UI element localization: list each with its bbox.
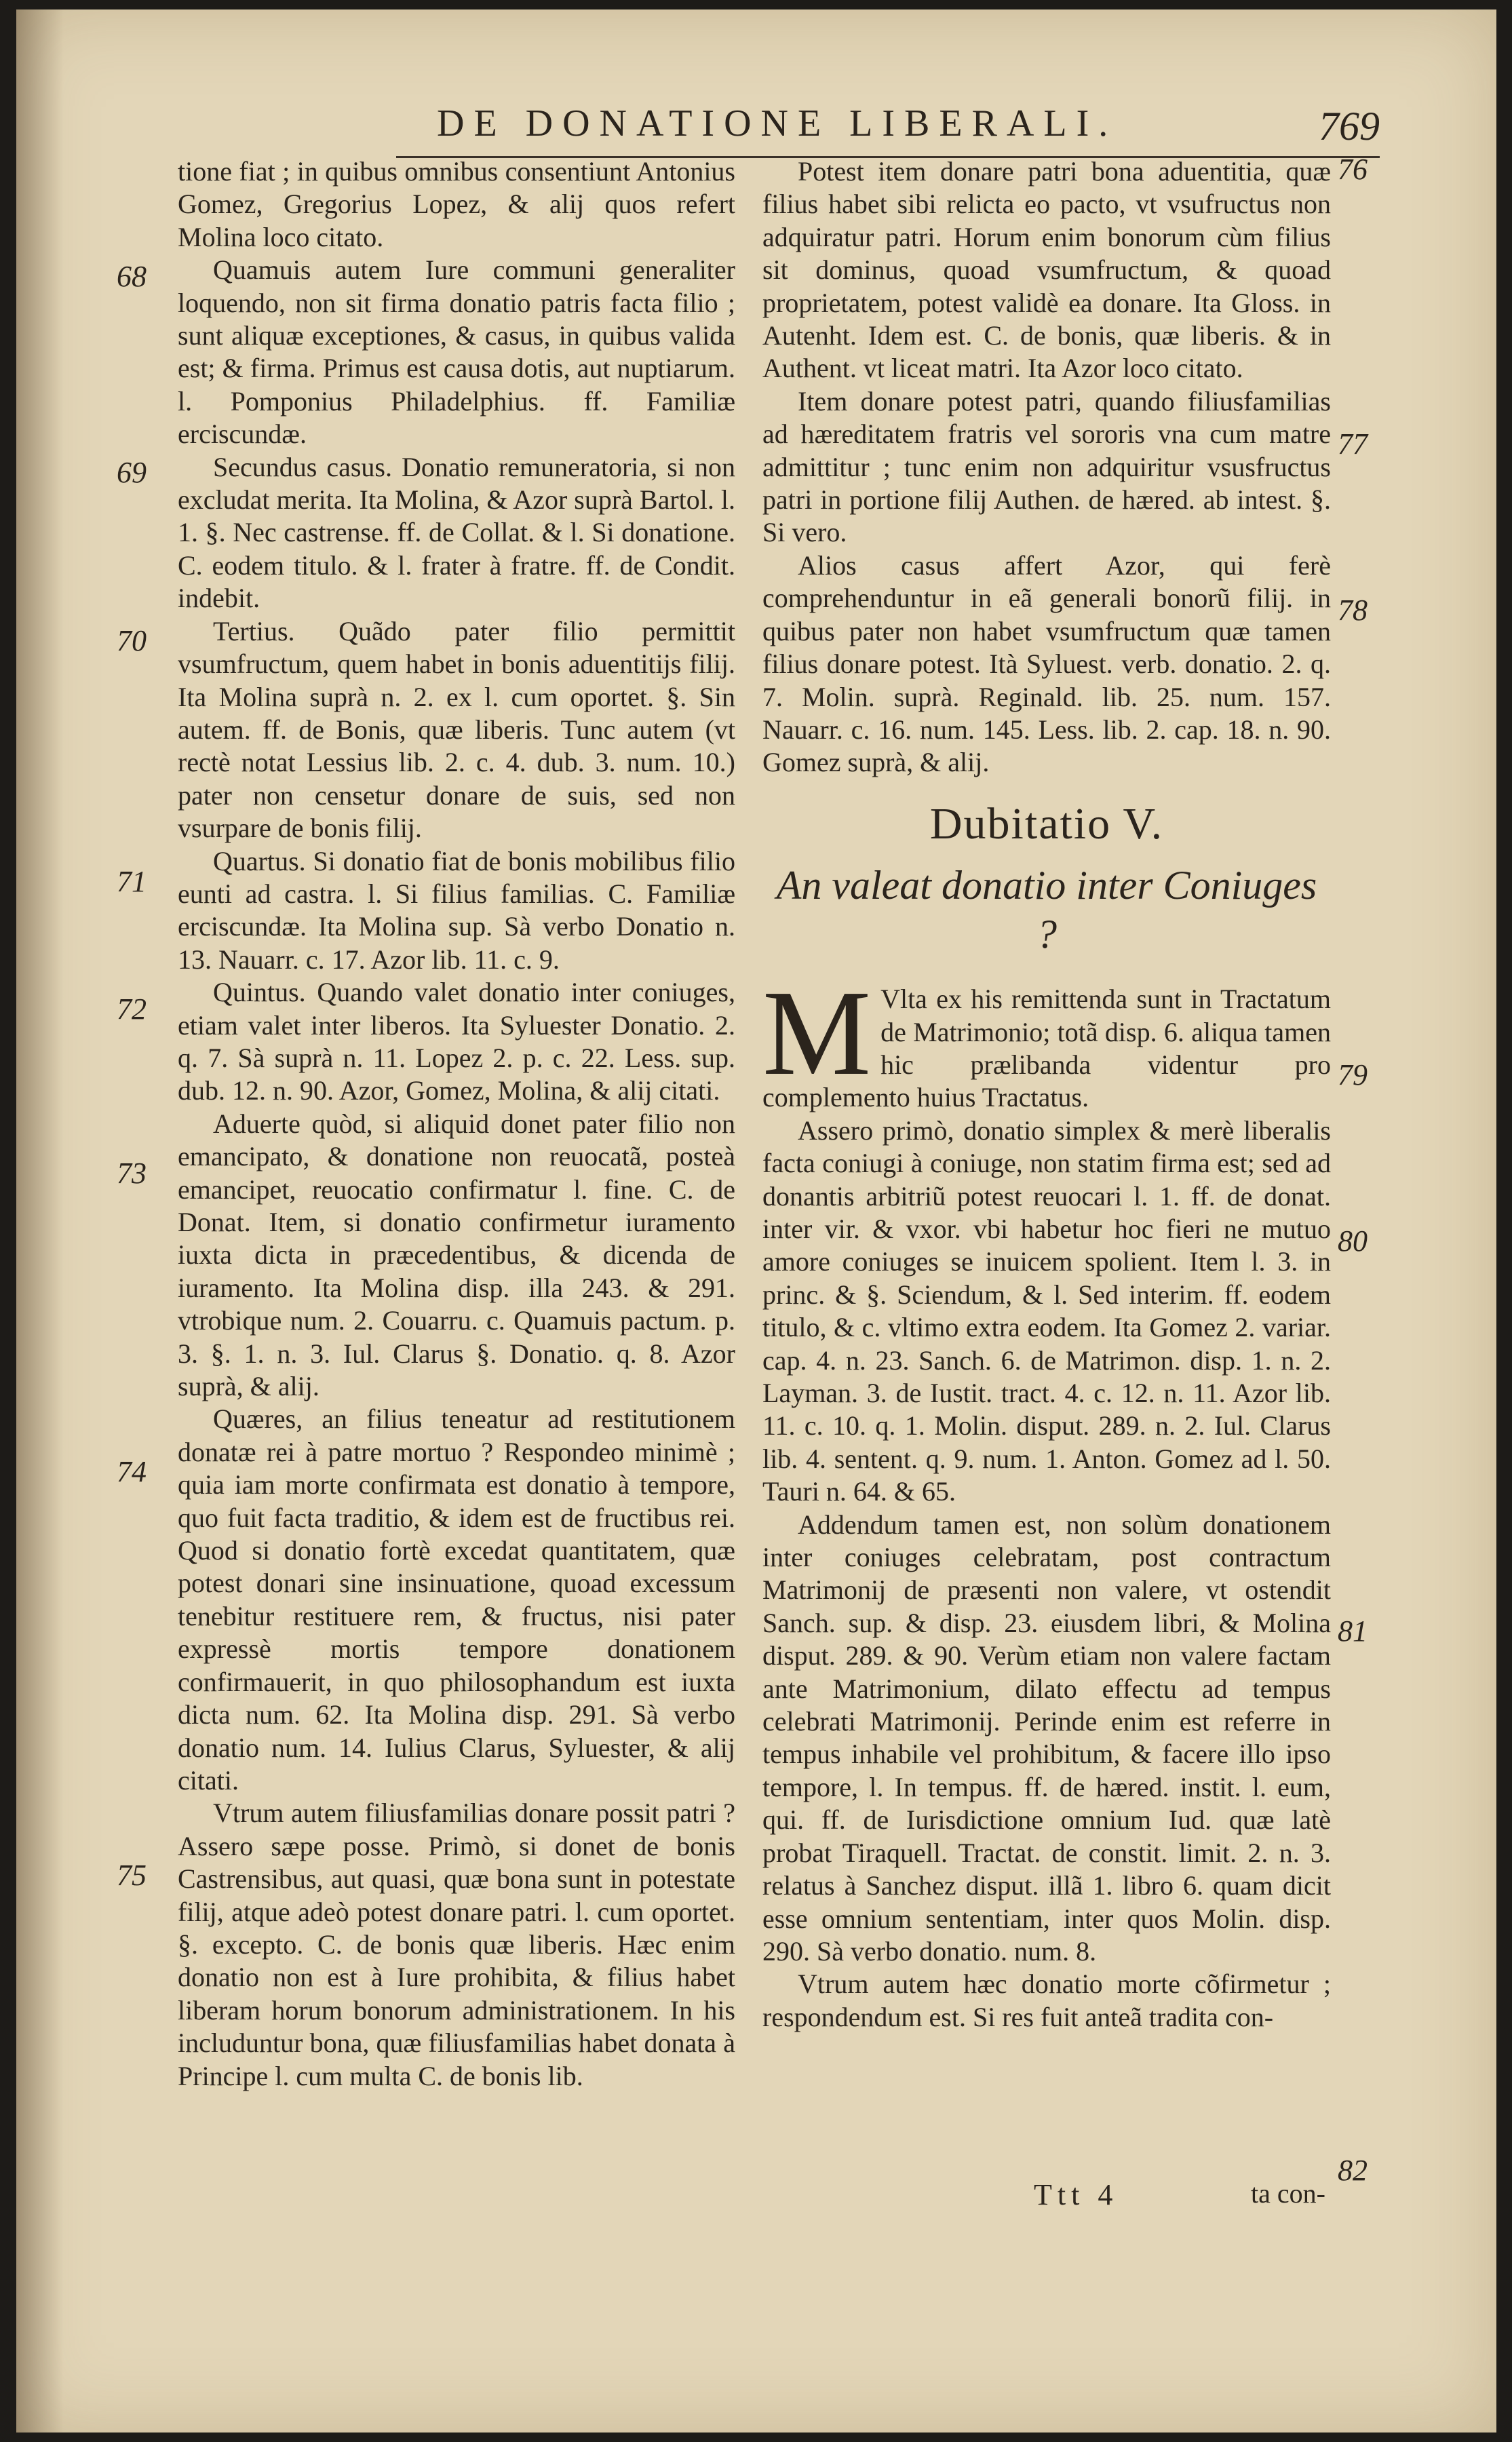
page-header [396, 102, 1380, 156]
paragraph: Quartus. Si donatio fiat de bonis mobilibus filio eunti ad castra. l. Si filius familias. C. Familiæ erciscundæ. Ita Molina sup. Sà verbo Donatio n. 13. Nauarr. c. 17. Azor lib. 11. c. 9. [178, 845, 735, 975]
margin-number: 69 [117, 456, 147, 489]
margin-number: 76 [1338, 153, 1368, 186]
dropcap-paragraph-text: Vlta ex his remittenda sunt in Tractatum de Matrimonio; totã disp. 6. aliqua tamen hic prælibanda videntur pro complemento huius Tractatus. [762, 984, 1331, 1113]
paragraph: Quamuis autem Iure communi generaliter loquendo, non sit firma donatio patris facta filio ; sunt aliquæ exceptiones, & casus, in quibus valida est; & firma. Primus est causa dotis, aut nuptiarum. l. Pomponius Philadelphius. ff. Familiæ erciscundæ. [178, 254, 735, 450]
paragraph: Addendum tamen est, non solùm donationem inter coniuges celebratam, post contractum Matrimonij de præsenti non valere, vt ostendit Sanch. sup. & disp. 23. eiusdem libri, & Molina disput. 289. & 90. Verùm etiam non valere factam ante Matrimonium, dilato effectu ad tempus celebrati Matrimonij. Perinde enim est referre in tempus inhabile vel prohibitum, & facere illo ipso tempore, l. In tempus. ff. de hæred. instit. l. eum, qui. ff. de Iurisdictione omnium Iud. quæ latè probat Tiraquell. Tractat. de constit. limit. 2. n. 3. relatus à Sanchez disput. illã 1. libro 6. quam dicit esse omnium sententiam, inter quos Molin. disp. 290. Sà verbo donatio. num. 8. [762, 1509, 1331, 1966]
margin-number: 77 [1338, 427, 1368, 461]
paragraph: Potest item donare patri bona aduentitia, quæ filius habet sibi relicta eo pacto, vt vsufructus non adquiratur patri. Horum enim bonorum cùm filius sit dominus, quoad vsumfructum, & quoad proprietatem, potest validè ea donare. Ita Gloss. in Autenht. Idem est. C. de bonis, quæ liberis. & in Authent. vt liceat matri. Ita Azor loco citato. [762, 156, 1331, 384]
margin-number: 74 [117, 1455, 147, 1488]
book-page [16, 9, 1496, 2433]
paragraph: Item donare potest patri, quando filiusfamilias ad hæreditatem fratris vel sororis vna cum matre admittitur ; tunc enim non adquiritur vsusfructus patri in portione filij Authen. de hæred. ab intest. §. Si vero. [762, 385, 1331, 548]
margin-number: 80 [1338, 1224, 1368, 1258]
section-question: An valeat donatio inter Coniuges ? [776, 863, 1317, 957]
paragraph: Assero primò, donatio simplex & merè liberalis facta coniugi à coniuge, non statim firma est; sed ad donantis arbitriũ potest reuocari l. 1. ff. de donat. inter vir. & vxor. vbi habetur hoc fieri ne mutuo amore coniuges se inuicem spolient. Item l. 3. in princ. & §. Sciendum, & l. Sed interim. ff. eodem titulo, & c. vltimo extra eodem. Ita Gomez 2. variar. cap. 4. n. 23. Sanch. 6. de Matrimon. disp. 1. n. 2. Layman. 3. de Iustit. tract. 4. c. 12. n. 11. Azor lib. 11. c. 10. q. 1. Molin. disput. 289. n. 2. Iul. Clarus lib. 4. sentent. q. 9. num. 1. Anton. Gomez ad l. 50. Tauri n. 64. & 65. [762, 1115, 1331, 1507]
margin-number: 70 [117, 624, 147, 657]
margin-number: 75 [117, 1859, 147, 1892]
page-number: 769 [1319, 104, 1380, 149]
margin-number: 68 [117, 260, 147, 293]
paragraph: Vtrum autem hæc donatio morte cõfirmetur ; respondendum est. Si res fuit anteã tradita con- [762, 1969, 1331, 2032]
margin-number: 82 [1338, 2154, 1368, 2187]
paragraph: Alios casus affert Azor, qui ferè comprehenduntur in eã generali bonorũ filij. in quibus pater non habet vsumfructum quæ tamen filius donare potest. Ità Syluest. verb. donatio. 2. q. 7. Molin. suprà. Reginald. lib. 25. num. 157. Nauarr. c. 16. num. 145. Less. lib. 2. cap. 18. n. 90. Gomez suprà, & alij. [762, 549, 1331, 778]
left-column [178, 155, 735, 2093]
paragraph: Tertius. Quãdo pater filio permittit vsumfructum, quem habet in bonis aduentitijs filij. Ita Molina suprà n. 2. ex l. cum oportet. §. Sin autem. ff. de Bonis, quæ liberis. Tunc autem (vt rectè notat Lessius lib. 2. c. 4. dub. 3. num. 10.) pater non censetur donare de suis, sed non vsurpare de bonis filij. [178, 615, 735, 844]
margin-number: 78 [1338, 594, 1368, 627]
margin-number: 71 [117, 865, 147, 898]
paragraph: Aduerte quòd, si aliquid donet pater filio non emancipato, & donatione non reuocatã, posteà emancipet, reuocatio confirmatur l. fine. C. de Donat. Item, si donatio confirmetur iuramento iuxta dicta in præcedentibus, & dicenda de iuramento. Ita Molina disp. illa 243. & 291. vtrobique num. 2. Couarru. c. Quamuis pactum. p. 3. §. 1. n. 3. Iul. Clarus §. Donatio. q. 8. Azor suprà, & alij. [178, 1108, 735, 1402]
margin-number: 72 [117, 992, 147, 1026]
margin-number: 73 [117, 1157, 147, 1190]
running-title: DE DONATIONE LIBERALI. [437, 102, 1118, 144]
catchword: ta con- [1251, 2178, 1325, 2209]
paragraph: tione fiat ; in quibus omnibus consentiunt Antonius Gomez, Gregorius Lopez, & alij quos refert Molina loco citato. [178, 156, 735, 252]
dropcap-paragraph [762, 965, 1331, 1115]
paragraph: Quintus. Quando valet donatio inter coniuges, etiam valet inter liberos. Ita Syluester Donatio. 2. q. 7. Sà suprà n. 11. Lopez 2. p. c. 22. Less. sup. dub. 12. n. 90. Azor, Gomez, Molina, & alij citati. [178, 977, 735, 1106]
paragraph: Quæres, an filius teneatur ad restitutionem donatæ rei à patre mortuo ? Respondeo minimè ; quia iam morte confirmata est donatio à tempore, quo fuit facta traditio, & idem est de fructibus rei. Quod si donatio fortè excedat quantitatem, quæ potest donari sine insinuatione, quoad excessum tenebitur restituere rem, & fructus, nisi pater expressè mortis tempore donationem confirmauerit, in quo philosophandum est iuxta dicta num. 62. Ita Molina disp. 291. Sà verbo donatio num. 14. Iulius Clarus, Syluester, & alij citati. [178, 1403, 735, 1796]
paragraph: Vtrum autem filiusfamilias donare possit patri ? Assero sæpe posse. Primò, si donet de bonis Castrensibus, aut quasi, quæ bona sunt in potestate filij, atque adeò potest donare patri. l. cum oportet. §. excepto. C. de bonis quæ liberis. Hæc enim donatio non est à Iure prohibita, & filius habet liberam horum bonorum administrationem. In his includuntur bona, quæ filiusfamilias habet donata à Principe l. cum multa C. de bonis lib. [178, 1798, 735, 2091]
signature-mark: Ttt 4 [1034, 2178, 1119, 2211]
margin-number: 81 [1338, 1614, 1368, 1648]
right-column [762, 155, 1331, 2034]
gutter-shadow [16, 9, 64, 2433]
paragraph: Secundus casus. Donatio remuneratoria, si non excludat merita. Ita Molina, & Azor suprà Bartol. l. 1. §. Nec castrense. ff. de Collat. & l. Si donatione. C. eodem titulo. & l. frater à fratre. ff. de Condit. indebit. [178, 451, 735, 614]
section-title: Dubitatio V. [929, 798, 1164, 849]
dropcap-letter: M [762, 965, 872, 1101]
margin-number: 79 [1338, 1058, 1368, 1091]
